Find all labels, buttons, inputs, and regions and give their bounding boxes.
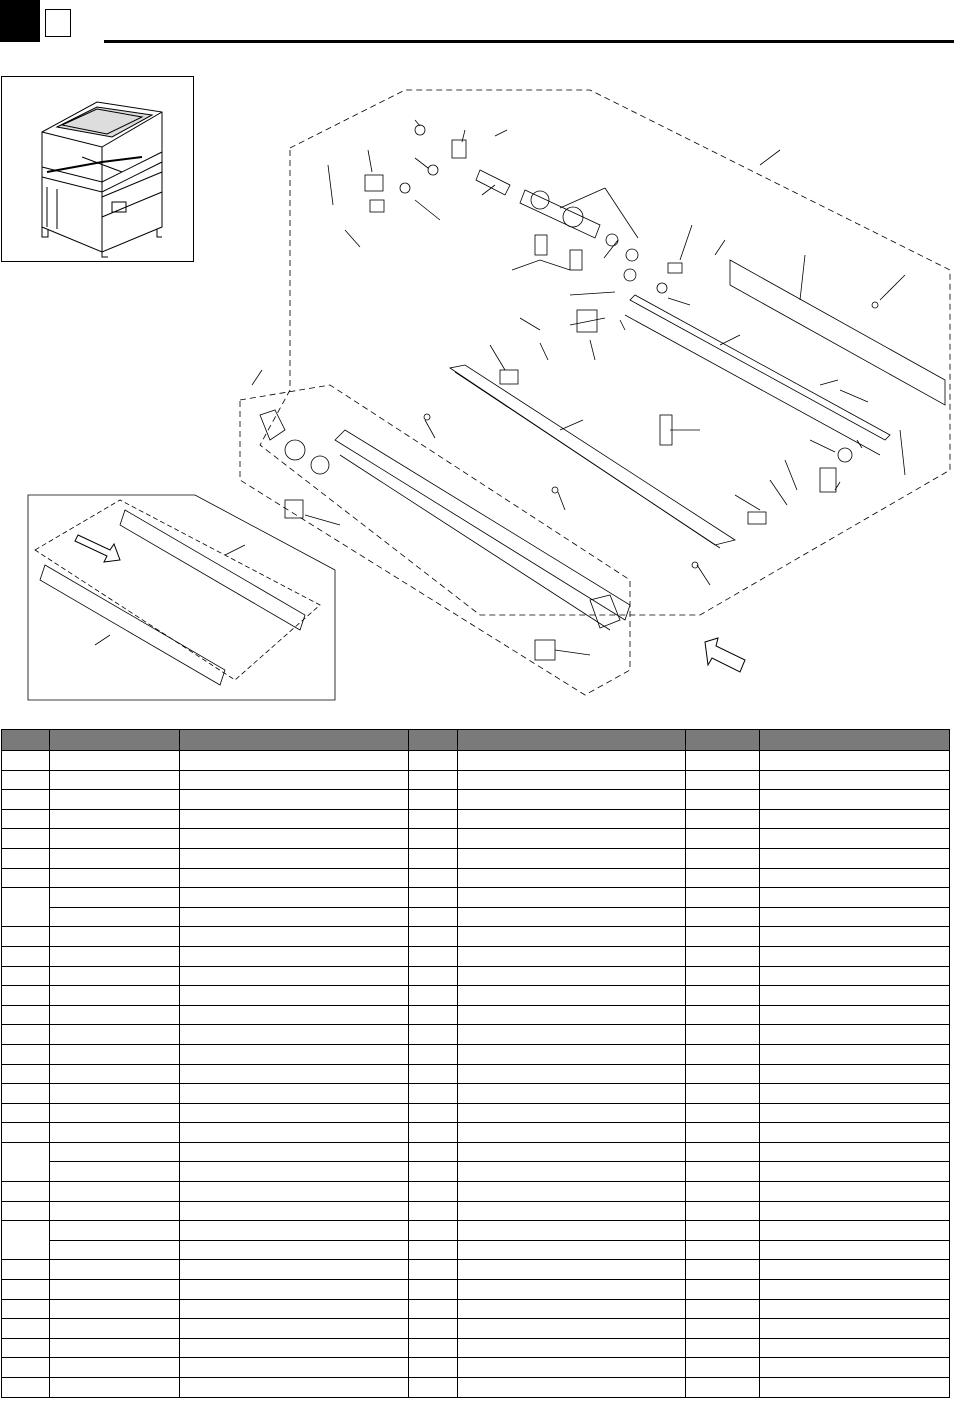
table-cell: [50, 809, 180, 829]
table-row: [2, 986, 950, 1006]
table-row: [2, 848, 950, 868]
table-cell: [409, 1260, 458, 1280]
table-cell: [686, 1123, 760, 1143]
table-cell: [50, 1260, 180, 1280]
table-row: [2, 829, 950, 849]
table-cell: [50, 1358, 180, 1378]
table-cell: [50, 888, 180, 908]
table-cell: [50, 907, 180, 927]
table-row: [2, 1025, 950, 1045]
table-cell: [50, 1221, 180, 1241]
table-cell: [180, 1319, 409, 1339]
table-cell: [2, 1025, 50, 1045]
table-cell: [2, 1064, 50, 1084]
table-cell: [458, 1005, 686, 1025]
table-cell: [686, 1221, 760, 1241]
table-cell: [180, 907, 409, 927]
table-cell: [180, 1378, 409, 1398]
table-cell: [409, 829, 458, 849]
table-cell: [409, 888, 458, 908]
table-cell: [686, 1319, 760, 1339]
table-cell: [409, 770, 458, 790]
table-cell: [458, 1240, 686, 1260]
table-cell: [2, 1221, 50, 1260]
table-cell: [458, 809, 686, 829]
table-cell: [409, 1142, 458, 1162]
table-cell: [760, 1064, 950, 1084]
table-cell: [686, 1084, 760, 1104]
table-cell: [686, 907, 760, 927]
table-cell: [2, 1378, 50, 1398]
table-cell: [409, 907, 458, 927]
table-cell: [50, 1103, 180, 1123]
table-cell: [50, 1142, 180, 1162]
table-cell: [50, 1378, 180, 1398]
table-cell: [50, 986, 180, 1006]
table-row: [2, 1280, 950, 1300]
table-cell: [760, 1084, 950, 1104]
table-cell: [686, 1064, 760, 1084]
table-row: [2, 1299, 950, 1319]
table-cell: [409, 1084, 458, 1104]
table-cell: [686, 1260, 760, 1280]
table-cell: [2, 1201, 50, 1221]
col-qty: [409, 730, 458, 751]
table-cell: [760, 1221, 950, 1241]
table-cell: [2, 790, 50, 810]
table-cell: [760, 751, 950, 771]
table-cell: [760, 927, 950, 947]
table-row: [2, 927, 950, 947]
table-cell: [686, 1005, 760, 1025]
table-cell: [760, 1005, 950, 1025]
table-cell: [409, 1005, 458, 1025]
table-cell: [50, 1338, 180, 1358]
table-row: [2, 1123, 950, 1143]
table-cell: [180, 790, 409, 810]
table-cell: [686, 1378, 760, 1398]
table-cell: [2, 927, 50, 947]
col-remarks: [760, 730, 950, 751]
table-cell: [2, 868, 50, 888]
table-cell: [458, 1221, 686, 1241]
table-cell: [180, 751, 409, 771]
table-cell: [2, 1319, 50, 1339]
table-cell: [686, 868, 760, 888]
table-cell: [458, 1319, 686, 1339]
table-cell: [50, 1005, 180, 1025]
table-cell: [180, 1299, 409, 1319]
table-cell: [409, 1280, 458, 1300]
table-cell: [458, 1103, 686, 1123]
table-cell: [2, 751, 50, 771]
table-cell: [686, 1299, 760, 1319]
table-row: [2, 1064, 950, 1084]
table-cell: [760, 790, 950, 810]
table-cell: [409, 1221, 458, 1241]
table-cell: [409, 1338, 458, 1358]
table-cell: [180, 1280, 409, 1300]
exploded-parts-drawing: [0, 60, 954, 720]
table-cell: [458, 966, 686, 986]
table-cell: [458, 986, 686, 1006]
table-cell: [686, 1201, 760, 1221]
table-cell: [50, 1162, 180, 1182]
table-cell: [760, 1142, 950, 1162]
table-cell: [409, 1103, 458, 1123]
table-cell: [458, 1260, 686, 1280]
table-cell: [2, 1299, 50, 1319]
table-cell: [409, 868, 458, 888]
table-row: [2, 1260, 950, 1280]
table-row: [2, 1378, 950, 1398]
col-code: [686, 730, 760, 751]
table-cell: [760, 1319, 950, 1339]
table-cell: [2, 1005, 50, 1025]
table-cell: [458, 790, 686, 810]
table-cell: [760, 848, 950, 868]
table-cell: [180, 1201, 409, 1221]
table-row: [2, 1084, 950, 1104]
table-cell: [409, 1240, 458, 1260]
table-cell: [180, 1123, 409, 1143]
table-cell: [409, 1319, 458, 1339]
table-row: [2, 1162, 950, 1182]
parts-table-header: [2, 730, 950, 751]
table-cell: [686, 986, 760, 1006]
table-cell: [2, 809, 50, 829]
table-cell: [760, 1299, 950, 1319]
table-cell: [180, 868, 409, 888]
table-cell: [458, 1358, 686, 1378]
table-row: [2, 1044, 950, 1064]
col-spec: [458, 730, 686, 751]
table-cell: [409, 1025, 458, 1045]
table-cell: [2, 986, 50, 1006]
table-cell: [458, 1201, 686, 1221]
table-cell: [686, 751, 760, 771]
table-cell: [760, 1044, 950, 1064]
table-cell: [686, 848, 760, 868]
table-cell: [686, 809, 760, 829]
table-cell: [409, 1201, 458, 1221]
table-cell: [180, 1358, 409, 1378]
table-cell: [2, 1260, 50, 1280]
table-cell: [458, 868, 686, 888]
table-cell: [686, 888, 760, 908]
table-cell: [50, 1240, 180, 1260]
table-cell: [2, 770, 50, 790]
table-row: [2, 809, 950, 829]
table-cell: [458, 770, 686, 790]
table-cell: [50, 1182, 180, 1202]
table-cell: [458, 1142, 686, 1162]
table-cell: [760, 966, 950, 986]
table-cell: [458, 1338, 686, 1358]
table-cell: [50, 1044, 180, 1064]
table-cell: [409, 966, 458, 986]
table-row: [2, 1338, 950, 1358]
table-row: [2, 751, 950, 771]
table-cell: [180, 1338, 409, 1358]
table-cell: [180, 1260, 409, 1280]
table-cell: [180, 1025, 409, 1045]
table-cell: [50, 1299, 180, 1319]
section-marker-box: [45, 9, 71, 37]
table-cell: [409, 751, 458, 771]
table-cell: [2, 829, 50, 849]
table-cell: [50, 946, 180, 966]
table-cell: [409, 1182, 458, 1202]
table-row: [2, 966, 950, 986]
table-cell: [180, 829, 409, 849]
table-cell: [180, 1182, 409, 1202]
table-cell: [760, 1025, 950, 1045]
table-cell: [180, 1221, 409, 1241]
section-marker-block: [0, 0, 40, 42]
table-cell: [50, 966, 180, 986]
table-cell: [458, 1162, 686, 1182]
table-cell: [409, 790, 458, 810]
table-row: [2, 868, 950, 888]
direction-arrow-icon: [75, 535, 745, 672]
table-cell: [458, 1044, 686, 1064]
table-cell: [686, 966, 760, 986]
table-cell: [760, 1123, 950, 1143]
table-cell: [458, 1182, 686, 1202]
parts-table-body: [2, 751, 950, 1398]
table-cell: [50, 1084, 180, 1104]
table-cell: [760, 1280, 950, 1300]
table-cell: [686, 1025, 760, 1045]
table-cell: [458, 848, 686, 868]
table-row: [2, 770, 950, 790]
table-cell: [458, 888, 686, 908]
table-row: [2, 1221, 950, 1241]
table-cell: [760, 1103, 950, 1123]
table-cell: [760, 809, 950, 829]
table-cell: [50, 868, 180, 888]
table-cell: [2, 1084, 50, 1104]
table-row: [2, 1005, 950, 1025]
table-cell: [686, 1280, 760, 1300]
table-cell: [458, 946, 686, 966]
table-cell: [180, 1142, 409, 1162]
table-row: [2, 1319, 950, 1339]
table-cell: [760, 868, 950, 888]
table-cell: [760, 1240, 950, 1260]
table-cell: [180, 888, 409, 908]
table-cell: [180, 927, 409, 947]
table-cell: [2, 888, 50, 927]
parts-table: [1, 729, 950, 1398]
table-cell: [2, 1044, 50, 1064]
table-cell: [2, 1280, 50, 1300]
table-cell: [409, 1299, 458, 1319]
table-cell: [409, 1358, 458, 1378]
table-cell: [50, 790, 180, 810]
table-cell: [180, 1044, 409, 1064]
table-cell: [180, 986, 409, 1006]
table-cell: [458, 1064, 686, 1084]
table-cell: [409, 809, 458, 829]
table-cell: [686, 829, 760, 849]
table-cell: [2, 848, 50, 868]
table-cell: [180, 1240, 409, 1260]
table-cell: [50, 1025, 180, 1045]
table-cell: [458, 1025, 686, 1045]
col-part-no: [50, 730, 180, 751]
table-cell: [760, 1378, 950, 1398]
table-cell: [458, 1378, 686, 1398]
col-description: [180, 730, 409, 751]
table-cell: [686, 770, 760, 790]
table-cell: [2, 1142, 50, 1181]
table-cell: [50, 770, 180, 790]
table-cell: [760, 1338, 950, 1358]
table-cell: [458, 1084, 686, 1104]
table-row: [2, 888, 950, 908]
table-row: [2, 1103, 950, 1123]
table-row: [2, 1240, 950, 1260]
col-no: [2, 730, 50, 751]
table-cell: [409, 1044, 458, 1064]
table-cell: [180, 1084, 409, 1104]
table-cell: [760, 907, 950, 927]
table-cell: [180, 1103, 409, 1123]
table-cell: [180, 946, 409, 966]
table-cell: [686, 1182, 760, 1202]
table-row: [2, 790, 950, 810]
table-cell: [409, 986, 458, 1006]
table-cell: [686, 927, 760, 947]
table-cell: [2, 1338, 50, 1358]
table-cell: [2, 1358, 50, 1378]
table-cell: [180, 1162, 409, 1182]
table-cell: [686, 790, 760, 810]
table-cell: [760, 986, 950, 1006]
table-cell: [458, 1280, 686, 1300]
table-cell: [686, 1103, 760, 1123]
table-cell: [409, 1162, 458, 1182]
table-row: [2, 1142, 950, 1162]
table-cell: [760, 1201, 950, 1221]
table-cell: [760, 888, 950, 908]
table-cell: [50, 1201, 180, 1221]
table-cell: [760, 1182, 950, 1202]
table-cell: [458, 829, 686, 849]
table-cell: [409, 848, 458, 868]
table-cell: [686, 1162, 760, 1182]
table-cell: [458, 751, 686, 771]
table-cell: [458, 1123, 686, 1143]
table-cell: [760, 829, 950, 849]
table-cell: [760, 946, 950, 966]
table-cell: [180, 809, 409, 829]
table-cell: [50, 848, 180, 868]
table-cell: [686, 946, 760, 966]
table-cell: [458, 907, 686, 927]
table-cell: [180, 848, 409, 868]
table-cell: [409, 1378, 458, 1398]
table-row: [2, 907, 950, 927]
table-cell: [180, 1064, 409, 1084]
table-cell: [409, 1064, 458, 1084]
table-row: [2, 1182, 950, 1202]
table-cell: [760, 1260, 950, 1280]
table-cell: [760, 1162, 950, 1182]
table-cell: [686, 1338, 760, 1358]
table-cell: [2, 1123, 50, 1143]
table-cell: [458, 927, 686, 947]
table-cell: [686, 1142, 760, 1162]
table-cell: [50, 1280, 180, 1300]
header-rule: [104, 40, 954, 43]
table-cell: [180, 966, 409, 986]
table-cell: [409, 927, 458, 947]
table-cell: [2, 966, 50, 986]
table-cell: [2, 1182, 50, 1202]
table-row: [2, 1358, 950, 1378]
table-row: [2, 1201, 950, 1221]
table-cell: [760, 1358, 950, 1378]
table-cell: [409, 1123, 458, 1143]
table-cell: [686, 1240, 760, 1260]
table-cell: [50, 1123, 180, 1143]
table-cell: [760, 770, 950, 790]
table-row: [2, 946, 950, 966]
table-cell: [50, 1064, 180, 1084]
table-cell: [686, 1358, 760, 1378]
table-cell: [2, 1103, 50, 1123]
table-cell: [409, 946, 458, 966]
table-cell: [50, 829, 180, 849]
table-cell: [686, 1044, 760, 1064]
table-cell: [180, 770, 409, 790]
table-cell: [50, 927, 180, 947]
table-cell: [50, 751, 180, 771]
table-cell: [50, 1319, 180, 1339]
table-cell: [458, 1299, 686, 1319]
table-cell: [2, 946, 50, 966]
table-cell: [180, 1005, 409, 1025]
